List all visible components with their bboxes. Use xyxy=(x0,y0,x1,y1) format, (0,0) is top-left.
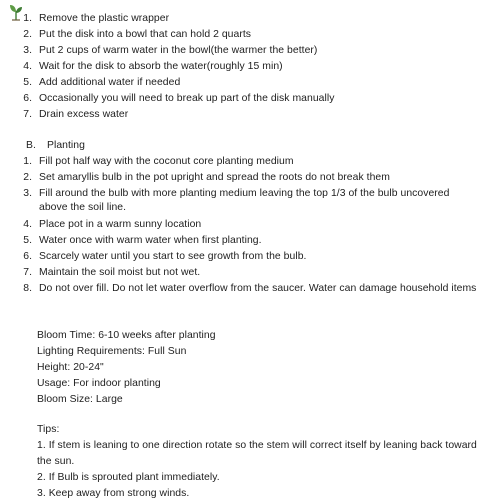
prep-step-number: 6. xyxy=(23,93,32,104)
planting-step-number: 1. xyxy=(23,156,32,167)
section-heading-number: B. xyxy=(26,140,36,151)
prep-step-number: 7. xyxy=(23,109,32,120)
planting-step-number: 6. xyxy=(23,251,32,262)
tips-heading: Tips: xyxy=(37,424,60,435)
tip-line: 2. If Bulb is sprouted plant immediately. xyxy=(37,472,220,483)
planting-step-number: 8. xyxy=(23,283,32,294)
spec-usage: Usage: For indoor planting xyxy=(37,378,161,389)
prep-step-text: Remove the plastic wrapper xyxy=(39,13,170,24)
tip-line: 3. Keep away from strong winds. xyxy=(37,488,190,499)
prep-step-text: Drain excess water xyxy=(39,109,129,120)
planting-step-text: Water once with warm water when first planting. xyxy=(39,235,262,246)
planting-step-text: Scarcely water until you start to see growth from the bulb. xyxy=(39,251,307,262)
planting-step-text: above the soil line. xyxy=(39,202,127,213)
prep-step-number: 3. xyxy=(23,45,32,56)
planting-step-number: 3. xyxy=(23,188,32,199)
tip-line: 1. If stem is leaning to one direction rotate so the stem will correct itself by leaning back toward xyxy=(37,440,477,451)
planting-step-text: Maintain the soil moist but not wet. xyxy=(39,267,201,278)
planting-step-text: Fill pot half way with the coconut core planting medium xyxy=(39,156,294,167)
prep-step-number: 4. xyxy=(23,61,32,72)
prep-step-text: Put the disk into a bowl that can hold 2 quarts xyxy=(39,29,252,40)
spec-bloom-size: Bloom Size: Large xyxy=(37,394,123,405)
planting-step-number: 7. xyxy=(23,267,32,278)
prep-step-text: Occasionally you will need to break up part of the disk manually xyxy=(39,93,335,104)
planting-step-number: 5. xyxy=(23,235,32,246)
planting-step-text: Place pot in a warm sunny location xyxy=(39,219,202,230)
planting-step-number: 4. xyxy=(23,219,32,230)
planting-step-text: Do not over fill. Do not let water overflow from the saucer. Water can damage household items xyxy=(39,283,477,294)
prep-step-number: 5. xyxy=(23,77,32,88)
spec-lighting: Lighting Requirements: Full Sun xyxy=(37,346,187,357)
prep-step-number: 1. xyxy=(23,13,32,24)
spec-bloom-time: Bloom Time: 6-10 weeks after planting xyxy=(37,330,216,341)
prep-step-text: Put 2 cups of warm water in the bowl(the warmer the better) xyxy=(39,45,318,56)
spec-height: Height: 20-24" xyxy=(37,362,104,373)
planting-step-number: 2. xyxy=(23,172,32,183)
prep-step-text: Wait for the disk to absorb the water(roughly 15 min) xyxy=(39,61,283,72)
planting-step-text: Set amaryllis bulb in the pot upright and spread the roots do not break them xyxy=(39,172,390,183)
prep-step-number: 2. xyxy=(23,29,32,40)
prep-step-text: Add additional water if needed xyxy=(39,77,181,88)
section-heading-title: Planting xyxy=(47,140,85,151)
planting-step-text: Fill around the bulb with more planting medium leaving the top 1/3 of the bulb uncovered xyxy=(39,188,450,199)
tip-line: the sun. xyxy=(37,456,75,467)
